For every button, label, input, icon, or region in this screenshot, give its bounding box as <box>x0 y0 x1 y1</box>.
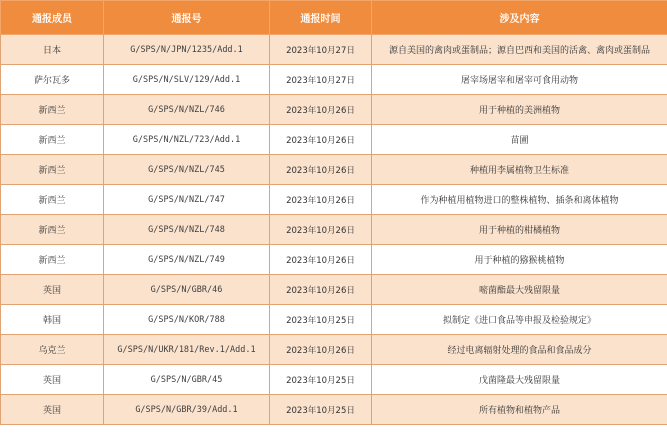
notification-number-cell: G/SPS/N/SLV/129/Add.1 <box>104 65 270 95</box>
content-cell: 戊菌隆最大残留限量 <box>372 365 667 395</box>
table-row <box>1 155 667 185</box>
notification-date-cell: 2023年10月26日 <box>270 275 372 305</box>
table-row <box>1 305 667 335</box>
header-member: 通报成员 <box>1 1 104 35</box>
notification-number-cell: G/SPS/N/UKR/181/Rev.1/Add.1 <box>104 335 270 365</box>
table-row <box>1 395 667 425</box>
header-notification-date: 通报时间 <box>270 1 372 35</box>
notification-number-cell: G/SPS/N/NZL/723/Add.1 <box>104 125 270 155</box>
table-row <box>1 245 667 275</box>
content-cell: 用于种植的猕猴桃植物 <box>372 245 667 275</box>
notification-date-cell: 2023年10月26日 <box>270 155 372 185</box>
member-cell: 新西兰 <box>1 155 104 185</box>
content-cell: 作为种植用植物进口的整株植物、插条和离体植物 <box>372 185 667 215</box>
notification-number-cell: G/SPS/N/GBR/46 <box>104 275 270 305</box>
content-cell: 苗圃 <box>372 125 667 155</box>
member-cell: 新西兰 <box>1 125 104 155</box>
table-row <box>1 185 667 215</box>
table-row <box>1 215 667 245</box>
table-row <box>1 35 667 65</box>
notification-date-cell: 2023年10月26日 <box>270 245 372 275</box>
member-cell: 新西兰 <box>1 245 104 275</box>
notification-date-cell: 2023年10月26日 <box>270 95 372 125</box>
member-cell: 韩国 <box>1 305 104 335</box>
member-cell: 乌克兰 <box>1 335 104 365</box>
notification-date-cell: 2023年10月26日 <box>270 335 372 365</box>
member-cell: 英国 <box>1 365 104 395</box>
content-cell: 用于种植的柑橘植物 <box>372 215 667 245</box>
notification-number-cell: G/SPS/N/NZL/745 <box>104 155 270 185</box>
member-cell: 新西兰 <box>1 215 104 245</box>
notification-date-cell: 2023年10月25日 <box>270 305 372 335</box>
member-cell: 新西兰 <box>1 95 104 125</box>
notification-number-cell: G/SPS/N/KOR/788 <box>104 305 270 335</box>
notification-date-cell: 2023年10月27日 <box>270 35 372 65</box>
member-cell: 新西兰 <box>1 185 104 215</box>
notification-date-cell: 2023年10月26日 <box>270 215 372 245</box>
content-cell: 拟制定《进口食品等申报及检验规定》 <box>372 305 667 335</box>
notification-date-cell: 2023年10月27日 <box>270 65 372 95</box>
notification-number-cell: G/SPS/N/JPN/1235/Add.1 <box>104 35 270 65</box>
notification-date-cell: 2023年10月25日 <box>270 365 372 395</box>
content-cell: 源自美国的禽肉或蛋制品；源自巴西和美国的活禽、禽肉或蛋制品 <box>372 35 667 65</box>
content-cell: 经过电离辐射处理的食品和食品成分 <box>372 335 667 365</box>
content-cell: 所有植物和植物产品 <box>372 395 667 425</box>
notification-number-cell: G/SPS/N/NZL/746 <box>104 95 270 125</box>
content-cell: 用于种植的美洲植物 <box>372 95 667 125</box>
content-cell: 屠宰场屠宰和屠宰可食用动物 <box>372 65 667 95</box>
member-cell: 英国 <box>1 395 104 425</box>
notification-date-cell: 2023年10月26日 <box>270 185 372 215</box>
notification-date-cell: 2023年10月25日 <box>270 395 372 425</box>
table-row <box>1 275 667 305</box>
member-cell: 萨尔瓦多 <box>1 65 104 95</box>
table-header-row <box>1 1 667 35</box>
table-row <box>1 335 667 365</box>
table-row <box>1 365 667 395</box>
content-cell: 种植用李属植物卫生标准 <box>372 155 667 185</box>
table-row <box>1 95 667 125</box>
table-row <box>1 125 667 155</box>
notification-date-cell: 2023年10月26日 <box>270 125 372 155</box>
notification-number-cell: G/SPS/N/NZL/749 <box>104 245 270 275</box>
notification-number-cell: G/SPS/N/GBR/39/Add.1 <box>104 395 270 425</box>
header-content: 涉及内容 <box>372 1 667 35</box>
header-notification-number: 通报号 <box>104 1 270 35</box>
content-cell: 嘧菌酯最大残留限量 <box>372 275 667 305</box>
notification-number-cell: G/SPS/N/NZL/747 <box>104 185 270 215</box>
notification-number-cell: G/SPS/N/GBR/45 <box>104 365 270 395</box>
notification-number-cell: G/SPS/N/NZL/748 <box>104 215 270 245</box>
member-cell: 英国 <box>1 275 104 305</box>
member-cell: 日本 <box>1 35 104 65</box>
table-row <box>1 65 667 95</box>
